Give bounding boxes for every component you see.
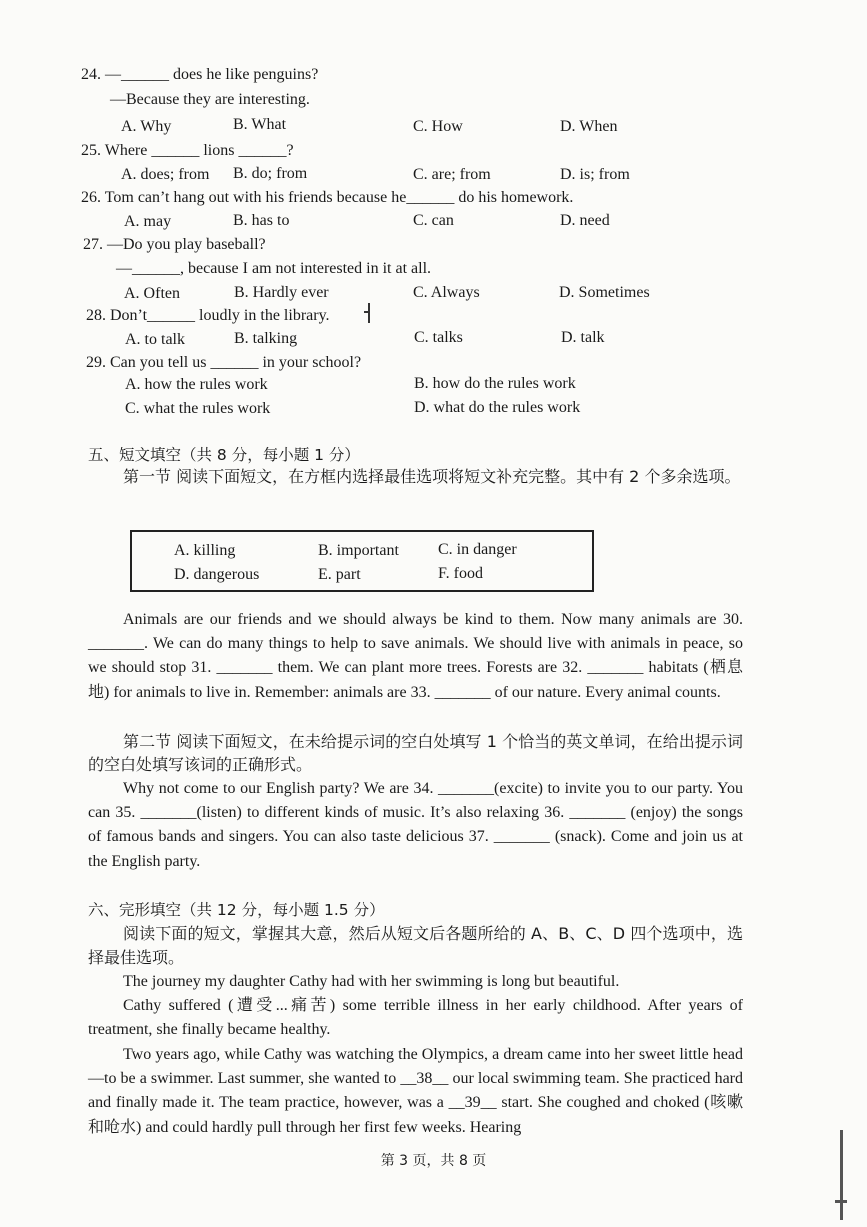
pen-mark (368, 303, 370, 323)
cloze-paragraph-3: Two years ago, while Cathy was watching the Olympics, a dream came into her sweet little head—to be a swimmer. Last summer, she wanted to __38__ our local swimming team. She practiced hard and finally made it. The team practice, however, was a __39__ start. She coughed and choked (咳嗽和呛水) and could hardly pull through her first few weeks. Hearing (88, 1046, 743, 1136)
question-24-option-a: A. Why (121, 118, 172, 135)
question-27-option-d: D. Sometimes (559, 284, 650, 301)
question-29-option-d: D. what do the rules work (414, 399, 581, 416)
passage-2: Why not come to our English party? We are 34. _______(excite) to invite you to our party. You can 35. _______(listen) to different kinds of music. It’s also relaxing 36. _______ (enjoy) the songs of famous bands and singers. You can also taste delicious 37. _______ (snack). Come and join us at the English party. (88, 780, 743, 870)
box-option-a: A. killing (174, 542, 236, 559)
question-24-option-b: B. What (233, 116, 287, 133)
question-27-option-c: C. Always (413, 284, 480, 301)
question-24-option-d: D. When (560, 118, 618, 135)
scan-edge-mark (840, 1130, 843, 1220)
box-option-d: D. dangerous (174, 566, 260, 583)
question-26-option-d: D. need (560, 212, 610, 229)
page-footer: 第 3 页，共 8 页 (380, 1153, 487, 1169)
section-5-title: 五、短文填空（共 8 分，每小题 1 分） (88, 446, 360, 464)
scan-edge-mark-base (835, 1200, 847, 1203)
pen-mark-tick (364, 311, 370, 313)
question-28-option-b: B. talking (234, 330, 298, 347)
question-28-option-d: D. talk (561, 329, 605, 346)
question-29-option-a: A. how the rules work (125, 376, 268, 393)
question-27-reply: —______, because I am not interested in it at all. (116, 260, 432, 277)
question-29-stem: 29. Can you tell us ______ in your school? (86, 354, 362, 371)
question-29-option-c: C. what the rules work (125, 400, 271, 417)
option-box (130, 530, 594, 592)
question-28-option-c: C. talks (414, 329, 463, 346)
box-option-c: C. in danger (438, 541, 517, 558)
question-28-option-a: A. to talk (125, 331, 185, 348)
box-option-b: B. important (318, 542, 399, 559)
question-24-reply: —Because they are interesting. (110, 91, 310, 108)
section-6-title: 六、完形填空（共 12 分，每小题 1.5 分） (88, 901, 385, 919)
passage-1: Animals are our friends and we should always be kind to them. Now many animals are 30. _______. We can do many things to help to save animals. We should live with animals in peace, so we should stop 31. _______ them. We can plant more trees. Forests are 32. _______ habitats (栖息地) for animals to live in. Remember: animals are 33. _______ of our nature. Every animal counts. (88, 611, 743, 701)
section-6-instructions: 阅读下面的短文，掌握其大意，然后从短文后各题所给的 A、B、C、D 四个选项中，选择最佳选项。 (88, 924, 743, 967)
question-26-option-a: A. may (124, 213, 172, 230)
question-26-option-b: B. has to (233, 212, 290, 229)
question-29-option-b: B. how do the rules work (414, 375, 576, 392)
box-option-e: E. part (318, 566, 361, 583)
question-27-stem: 27. —Do you play baseball? (83, 236, 266, 253)
box-option-f: F. food (438, 565, 483, 582)
cloze-paragraph-2: Cathy suffered (遭受...痛苦) some terrible illness in her early childhood. After years of treatment, she finally became healthy. (88, 997, 743, 1039)
question-26-option-c: C. can (413, 212, 454, 229)
question-25-option-a: A. does; from (121, 166, 210, 183)
question-25-option-b: B. do; from (233, 165, 308, 182)
section-5-part2-instructions: 第二节 阅读下面短文，在未给提示词的空白处填写 1 个恰当的英文单词，在给出提示词的空白处填写该词的正确形式。 (88, 732, 743, 774)
question-24-option-c: C. How (413, 118, 463, 135)
question-25-stem: 25. Where ______ lions ______? (81, 142, 294, 159)
cloze-paragraph-1: The journey my daughter Cathy had with her swimming is long but beautiful. (123, 973, 620, 990)
question-27-option-a: A. Often (124, 285, 180, 302)
question-27-option-b: B. Hardly ever (234, 284, 329, 301)
question-28-stem: 28. Don’t______ loudly in the library. (86, 307, 330, 324)
question-25-option-c: C. are; from (413, 166, 491, 183)
question-26-stem: 26. Tom can’t hang out with his friends because he______ do his homework. (81, 189, 574, 206)
question-24-stem: 24. —______ does he like penguins? (81, 66, 319, 83)
question-25-option-d: D. is; from (560, 166, 630, 183)
section-5-part1-instructions: 第一节 阅读下面短文，在方框内选择最佳选项将短文补充完整。其中有 2 个多余选项。 (123, 467, 741, 486)
